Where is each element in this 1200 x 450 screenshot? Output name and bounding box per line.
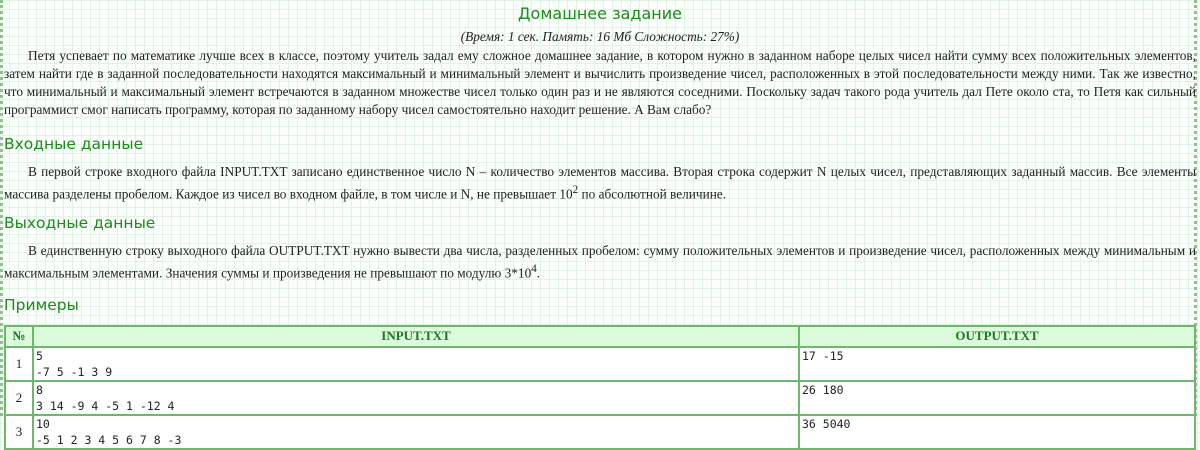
example-output: 17 -15 [799,347,1195,381]
examples-table [4,325,1196,450]
table-row [5,347,1195,381]
table-row [5,415,1195,449]
row-number: 2 [5,381,33,415]
input-line: -7 5 -1 3 9 [36,364,113,379]
example-input [33,347,799,381]
page-title: Домашнее задание [518,4,682,23]
input-line: 8 [36,382,43,397]
input-line: -5 1 2 3 4 5 6 7 8 -3 [36,432,182,447]
examples-heading: Примеры [4,295,79,314]
problem-page [4,0,1196,450]
output-description [4,242,1196,282]
output-text: В единственную строку выходного файла OUTPUT.TXT нужно вывести два числа, разделенных пробелом: сумму положительных элементов и произведение чисел, расположенных между минимальным и максимальным элементами. Значения суммы и произведения не превышают по модулю 3*10 [4,243,1196,281]
example-input [33,415,799,449]
input-line: 3 14 -9 4 -5 1 -12 4 [36,398,175,413]
header-input: INPUT.TXT [33,326,799,347]
output-text-end: . [536,265,541,281]
header-output: OUTPUT.TXT [799,326,1195,347]
row-number: 3 [5,415,33,449]
output-heading: Выходные данные [4,214,156,233]
input-line: 5 [36,348,43,363]
table-header [5,326,1195,347]
example-output: 26 180 [799,381,1195,415]
limits: (Время: 1 сек. Память: 16 Мб Сложность: 27%) [460,29,740,44]
input-text-end: по абсолютной величине. [578,186,727,202]
header-number: № [5,326,33,347]
output-sup: 4 [531,263,537,276]
input-heading: Входные данные [4,135,144,153]
input-description [4,163,1196,203]
example-input [33,381,799,415]
example-output: 36 5040 [799,415,1195,449]
table-row [5,381,1195,415]
input-sup: 2 [572,184,579,196]
input-text: В первой строке входного файла INPUT.TXT записано единственное число N – количество элементов массива. Вторая строка содержит N целых чисел, представляющих заданный массив. Все элементы массива разделены пробелом. Каждое из чисел во входном файле, в том числе и N, не превышает 10 [4,164,1196,202]
row-number: 1 [5,347,33,381]
input-line: 10 [36,416,50,431]
statement: Петя успевает по математике лучше всех в классе, поэтому учитель задал ему сложное домашнее задание, в котором нужно в заданном наборе целых чисел найти сумму всех положительных элементов, затем найти где в заданной последовательности находятся максимальный и минимальный элемент и вычислить произведение чисел, расположенных в этой последовательности между ними. Так же известно, что минимальный и максимальный элемент встречаются в заданном множестве чисел только один раз и не являются соседними. Поскольку задач такого рода учитель дал Пете около ста, то Петя как сильный программист смог написать программу, которая по заданному набору чисел самостоятельно находит решение. А Вам слабо? [4,48,1196,117]
